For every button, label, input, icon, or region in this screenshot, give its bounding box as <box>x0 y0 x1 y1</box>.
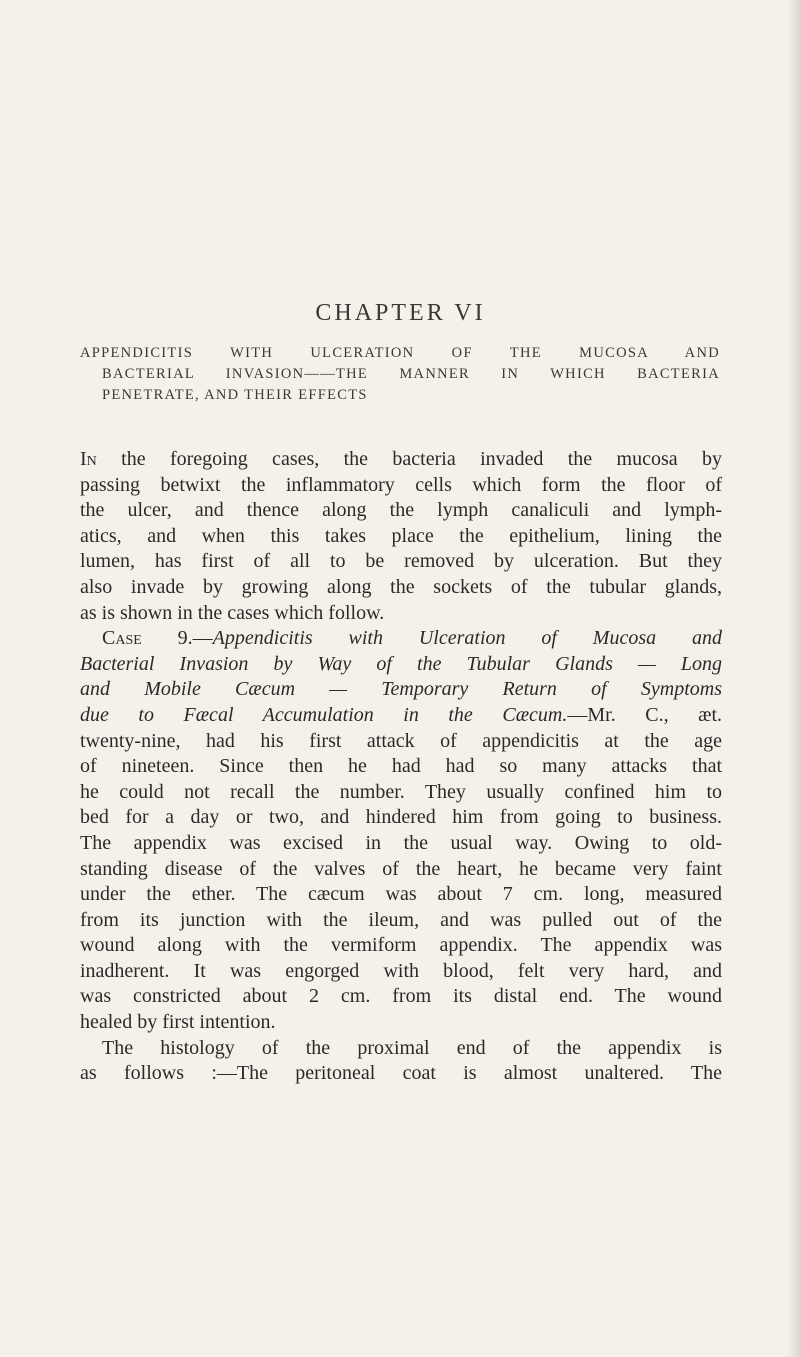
case-title: and Mobile Cæcum — Temporary Return of Symptoms <box>80 678 722 701</box>
text-line: of nineteen. Since then he had had so many attacks that <box>80 755 722 778</box>
text-line: inadherent. It was engorged with blood, felt very hard, and <box>80 959 722 982</box>
text-line: bed for a day or two, and hindered him from going to business. <box>80 806 722 829</box>
page-edge-shadow <box>787 0 801 1357</box>
text-line <box>80 447 722 473</box>
text-line: also invade by growing along the sockets of the tubular glands, <box>80 575 722 598</box>
text-line: passing betwixt the inflammatory cells which form the floor of <box>80 473 722 496</box>
text-line: standing disease of the valves of the heart, he became very faint <box>80 857 722 880</box>
case-title-line <box>80 677 722 703</box>
text-line: The appendix was excised in the usual way. Owing to old- <box>80 831 722 854</box>
text-run: the foregoing cases, the bacteria invaded the mucosa by <box>96 448 722 470</box>
subtitle-line: APPENDICITIS WITH ULCERATION OF THE MUCOSA AND <box>80 345 720 361</box>
case-title: Appendicitis with Ulceration of Mucosa and <box>212 627 722 650</box>
case-heading-line <box>80 626 722 652</box>
subtitle-line: BACTERIAL INVASION——THE MANNER IN WHICH BACTERIA <box>102 366 720 382</box>
subtitle-line: PENETRATE, AND THEIR EFFECTS <box>102 387 368 403</box>
text-line: was constricted about 2 cm. from its distal end. The wound <box>80 985 722 1008</box>
text-line: wound along with the vermiform appendix. The appendix was <box>80 934 722 957</box>
text-line: he could not recall the number. They usually confined him to <box>80 780 722 803</box>
text-line: atics, and when this takes place the epithelium, lining the <box>80 524 722 547</box>
text-line: as follows :—The peritoneal coat is almost unaltered. The <box>80 1062 722 1085</box>
body-text <box>80 447 722 1087</box>
case-title: Bacterial Invasion by Way of the Tubular Glands — Long <box>80 652 722 675</box>
text-line: as is shown in the cases which follow. <box>80 601 385 624</box>
text-line: twenty-nine, had his first attack of appendicitis at the age <box>80 729 722 752</box>
case-title-line <box>80 652 722 678</box>
case-number: 9.— <box>141 627 213 650</box>
text-line: lumen, has first of all to be removed by ulceration. But they <box>80 550 722 573</box>
text-line <box>80 703 722 729</box>
chapter-heading: CHAPTER VI <box>315 300 486 326</box>
case-title: due to Fæcal Accumulation in the Cæcum. <box>80 703 568 726</box>
case-label: Case <box>102 627 142 650</box>
chapter-subtitle <box>80 343 720 406</box>
text-line: the ulcer, and thence along the lymph canaliculi and lymph- <box>80 499 722 522</box>
text-line: under the ether. The cæcum was about 7 cm. long, measured <box>80 883 722 906</box>
text-line: The histology of the proximal end of the appendix is <box>102 1036 722 1059</box>
opening-word: In <box>80 448 97 470</box>
text-line: from its junction with the ileum, and was pulled out of the <box>80 908 722 931</box>
text-run: —Mr. C., æt. <box>567 703 723 726</box>
text-line: healed by first intention. <box>80 1011 276 1034</box>
